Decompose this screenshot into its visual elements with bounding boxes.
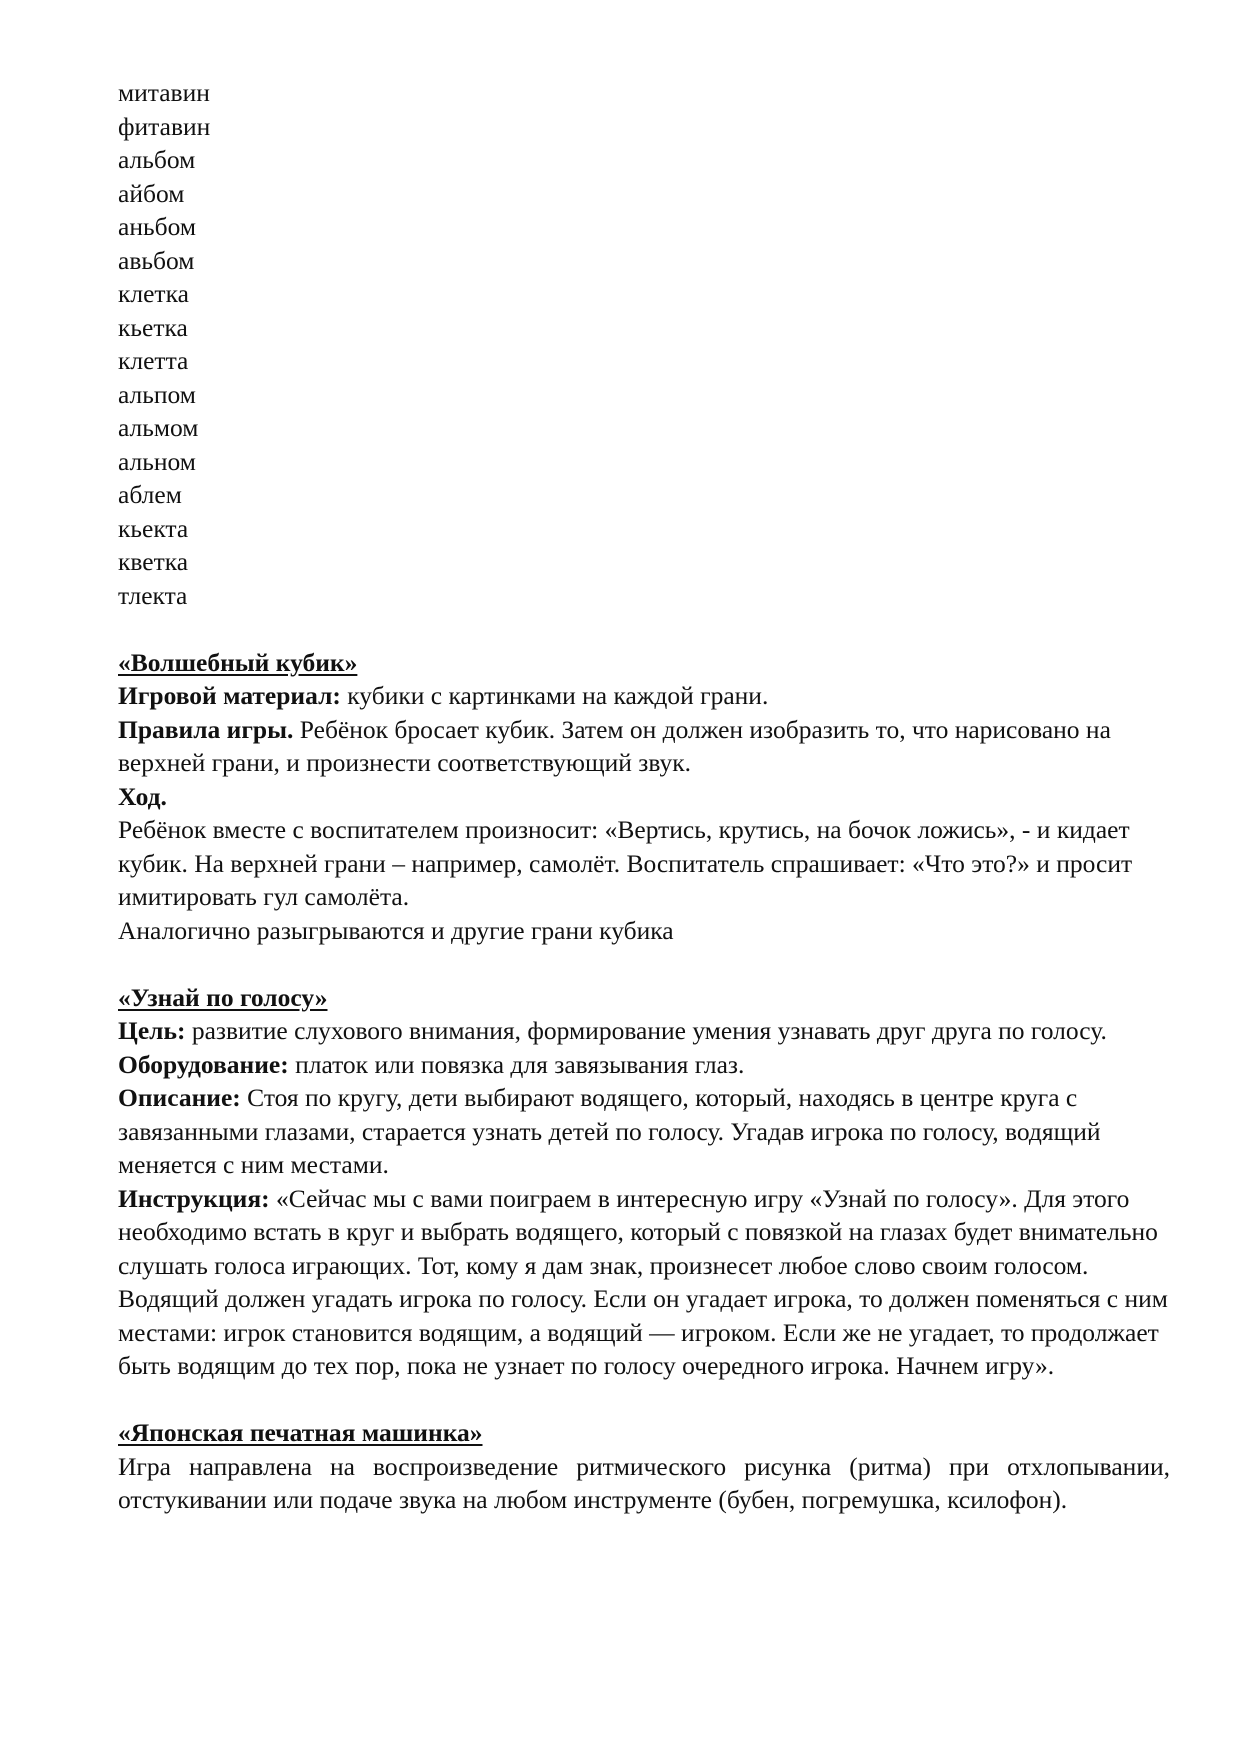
word-list-item: альном (118, 446, 196, 476)
game-material-paragraph (118, 679, 1170, 713)
description-text: Стоя по кругу, дети выбирают водящего, который, находясь в центре круга с завязанными глазами, старается узнать детей по голосу. Угадав игрока по голосу, водящий меняется с ним местами. (118, 1083, 1101, 1179)
game-magic-cube-title: «Волшебный кубик» (118, 647, 358, 677)
material-label: Игровой материал: (118, 681, 341, 710)
word-list-item: альмом (118, 413, 199, 442)
equipment-paragraph (118, 1048, 1170, 1082)
game-magic-cube (118, 646, 1170, 948)
word-list-item: кьекта (118, 513, 189, 543)
word-list-item: аблем (118, 480, 182, 509)
goal-text: развитие слухового внимания, формирование умения узнавать друг друга по голосу. (185, 1016, 1107, 1045)
goal-paragraph (118, 1014, 1170, 1048)
course-text: Ребёнок вместе с воспитателем произносит: «Вертись, крутись, на бочок ложись», - и кидает кубик. На верхней грани – например, самолёт. Воспитатель спрашивает: «Что это?» и просит имитировать гул самолёта. (118, 815, 1133, 911)
word-list-item: айбом (118, 178, 185, 208)
word-list-item: авьбом (118, 245, 195, 275)
instruction-text: «Сейчас мы с вами поиграем в интересную игру «Узнай по голосу». Для этого необходимо встать в круг и выбрать водящего, который с повязкой на глазах будет внимательно слушать голоса играющих. Тот, кому я дам знак, произнесет любое слово своим голосом. Водящий должен угадать игрока по голосу. Если он угадает игрока, то должен поменяться с ним местами: игрок становится водящим, а водящий — игроком. Если же не угадает, то продолжает быть водящим до тех пор, пока не узнает по голосу очередного игрока. Начнем игру». (118, 1183, 1168, 1380)
instruction-label: Инструкция: (118, 1183, 270, 1213)
word-list-item: альбом (118, 145, 196, 174)
equipment-text: платок или повязка для завязывания глаз. (288, 1049, 745, 1079)
game-rules-paragraph (118, 713, 1170, 780)
word-list-item: клетка (118, 279, 189, 308)
goal-label: Цель: (118, 1016, 186, 1045)
game-japanese-typewriter-text: Игра направлена на воспроизведение ритмического рисунка (ритма) при отхлопывании, отстукивании или подаче звука на любом инструменте (бубен, погремушка, ксилофон). (118, 1451, 1170, 1514)
word-list-item: митавин (118, 78, 210, 107)
game-guess-by-voice-title: «Узнай по голосу» (118, 982, 328, 1012)
game-japanese-typewriter (118, 1416, 1170, 1517)
game-japanese-typewriter-title: «Японская печатная машинка» (118, 1418, 483, 1447)
word-list-item: аньбом (118, 212, 196, 241)
description-paragraph (118, 1081, 1170, 1182)
word-list-item: кьетка (118, 312, 188, 342)
word-list-item: клетта (118, 346, 189, 375)
word-list-item: кветка (118, 547, 189, 576)
rules-label: Правила игры. (118, 714, 294, 744)
instruction-paragraph (118, 1182, 1170, 1383)
game-guess-by-voice (118, 981, 1170, 1383)
word-list-item: альпом (118, 379, 196, 409)
description-label: Описание: (118, 1083, 241, 1112)
document-page (118, 76, 1170, 1517)
word-list-item: тлекта (118, 580, 188, 610)
course-label: Ход. (118, 781, 167, 811)
word-list-item: фитавин (118, 111, 211, 141)
word-list (118, 76, 1170, 612)
material-text: кубики с картинками на каждой грани. (340, 681, 769, 710)
closing-text: Аналогично разыгрываются и другие грани кубика (118, 915, 674, 945)
equipment-label: Оборудование: (118, 1049, 289, 1079)
rules-text: Ребёнок бросает кубик. Затем он должен изобразить то, что нарисовано на верхней грани, и произнести соответствующий звук. (118, 714, 1111, 777)
